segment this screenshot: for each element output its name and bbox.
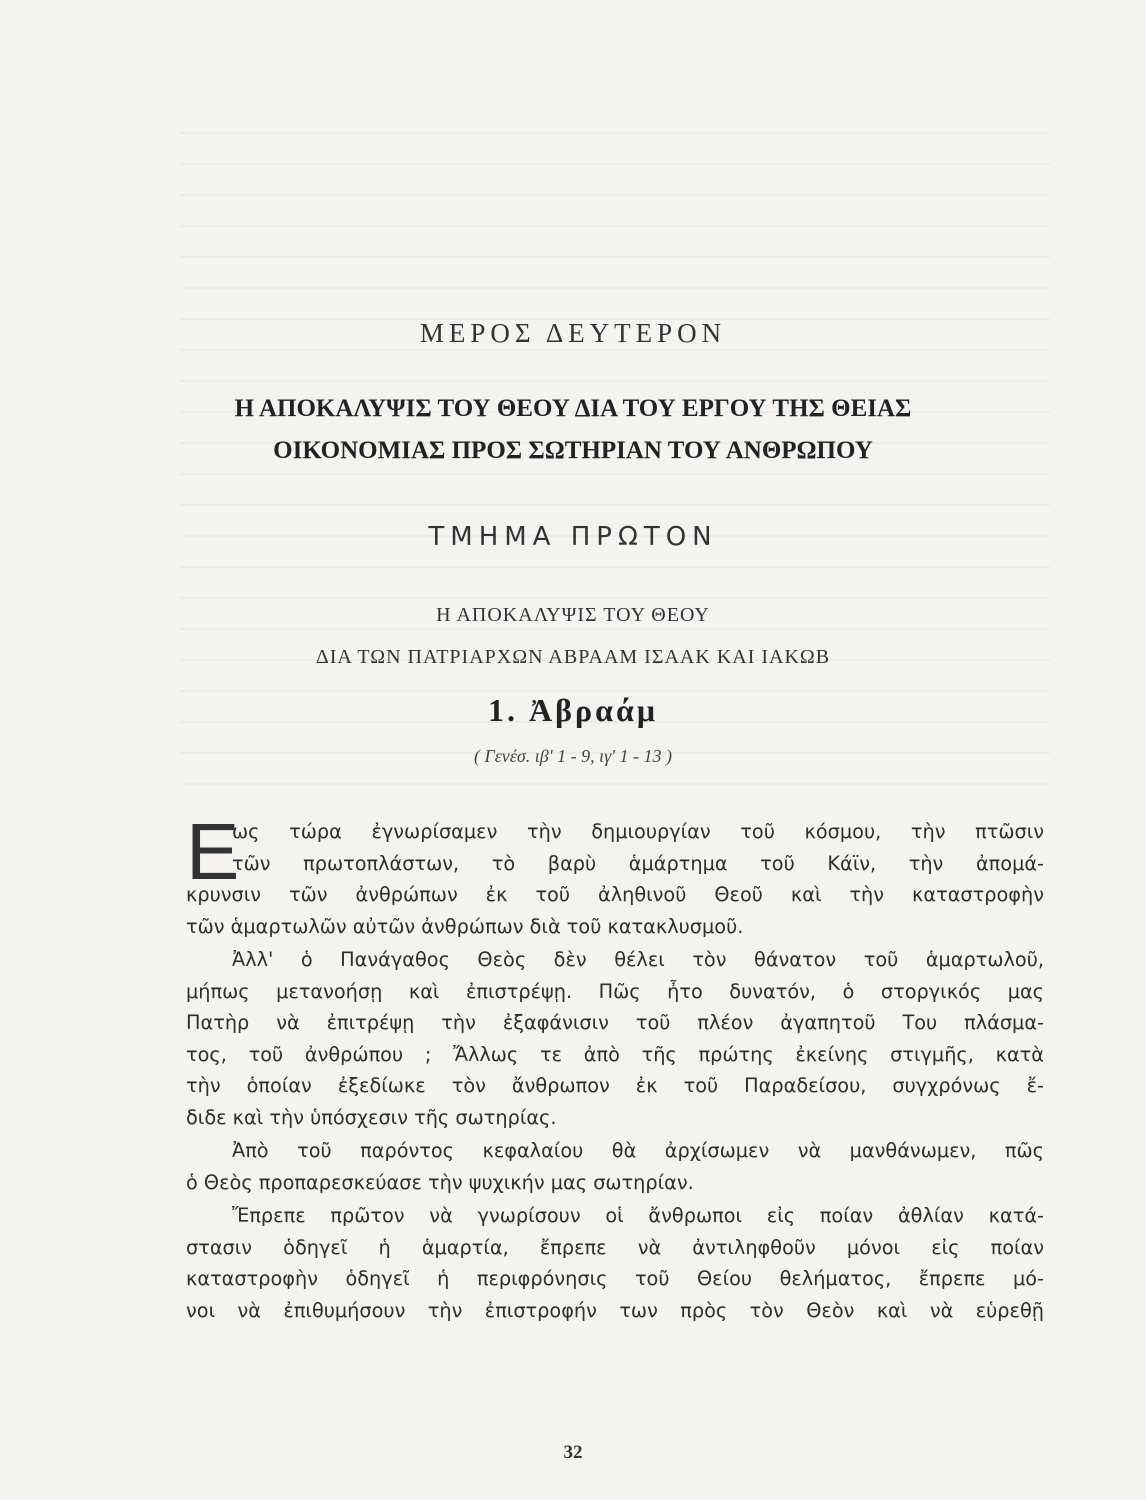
text-line: τῶν πρωτοπλάστων, τὸ βαρὺ ἁμάρτημα τοῦ Κάϊν, τὴν ἀπομά- bbox=[232, 851, 1044, 875]
main-title bbox=[0, 388, 1146, 472]
text-line: τὴν ὁποίαν ἐξεδίωκε τὸν ἄνθρωπον ἐκ τοῦ Παραδείσου, συγχρόνως ἔ- bbox=[186, 1074, 1044, 1097]
text-line: τος, τοῦ ἀνθρώπου ; Ἄλλως τε ἀπὸ τῆς πρώτης ἐκείνης στιγμῆς, κατὰ bbox=[186, 1042, 1044, 1066]
page-number: 32 bbox=[563, 1442, 583, 1463]
text-line: ὁ Θεὸς προπαρεσκεύασε τὴν ψυχικήν μας σωτηρίαν. bbox=[186, 1170, 694, 1194]
text-line: καταστροφὴν ὁδηγεῖ ἡ περιφρόνησις τοῦ Θείου θελήματος, ἔπρεπε μό- bbox=[186, 1267, 1044, 1290]
text-line: Ἀπὸ τοῦ παρόντος κεφαλαίου θὰ ἀρχίσωμεν νὰ μανθάνωμεν, πῶς bbox=[232, 1139, 1044, 1162]
section-title: ΤΜΗΜΑ ΠΡΩΤΟΝ bbox=[428, 522, 718, 552]
sub-title-line-2: ΔΙΑ ΤΩΝ ΠΑΤΡΙΑΡΧΩΝ ΑΒΡΑΑΜ ΙΣΑΑΚ ΚΑΙ ΙΑΚΩΒ bbox=[315, 646, 831, 668]
text-line: Πατὴρ νὰ ἐπιτρέψῃ τὴν ἐξαφάνισιν τοῦ πλέον ἀγαπητοῦ Του πλάσμα- bbox=[186, 1011, 1044, 1034]
main-title-line-1: Η ΑΠΟΚΑΛΥΨΙΣ ΤΟΥ ΘΕΟΥ ΔΙΑ ΤΟΥ ΕΡΓΟΥ ΤΗΣ ΘΕΙΑΣ bbox=[234, 395, 912, 422]
text-line: κρυνσιν τῶν ἀνθρώπων ἐκ τοῦ ἀληθινοῦ Θεοῦ καὶ τὴν καταστροφὴν bbox=[186, 883, 1044, 906]
text-line: ως τώρα ἐγνωρίσαμεν τὴν δημιουργίαν τοῦ κόσμου, τὴν πτῶσιν bbox=[232, 820, 1044, 843]
text-line: Ἔπρεπε πρῶτον νὰ γνωρίσουν οἱ ἄνθρωποι εἰς ποίαν ἀθλίαν κατά- bbox=[232, 1204, 1044, 1227]
sub-title-line-1: Η ΑΠΟΚΑΛΥΨΙΣ ΤΟΥ ΘΕΟΥ bbox=[436, 604, 710, 626]
chapter-title: 1. Ἀβραάμ bbox=[488, 692, 658, 728]
text-line: νοι νὰ ἐπιθυμήσουν τὴν ἐπιστροφήν των πρὸς τὸν Θεὸν καὶ νὰ εὑρεθῇ bbox=[186, 1298, 1044, 1322]
part-title: ΜΕΡΟΣ ΔΕΥΤΕΡΟΝ bbox=[419, 318, 727, 348]
sub-title bbox=[0, 594, 1146, 678]
text-line: διδε καὶ τὴν ὑπόσχεσιν τῆς σωτηρίας. bbox=[186, 1105, 557, 1129]
text-line: τῶν ἁμαρτωλῶν αὐτῶν ἀνθρώπων διὰ τοῦ κατακλυσμοῦ. bbox=[186, 914, 744, 938]
drop-cap: Ε bbox=[186, 807, 240, 896]
body-text bbox=[186, 807, 1044, 1326]
text-line: στασιν ὁδηγεῖ ἡ ἁμαρτία, ἔπρεπε νὰ ἀντιληφθοῦν μόνοι εἰς ποίαν bbox=[186, 1235, 1044, 1259]
text-line: Ἀλλ' ὁ Πανάγαθος Θεὸς δὲν θέλει τὸν θάνατον τοῦ ἁμαρτωλοῦ, bbox=[232, 948, 1044, 971]
main-title-line-2: ΟΙΚΟΝΟΜΙΑΣ ΠΡΟΣ ΣΩΤΗΡΙΑΝ ΤΟΥ ΑΝΘΡΩΠΟΥ bbox=[273, 437, 873, 464]
text-line: μήπως μετανοήσῃ καὶ ἐπιστρέψῃ. Πῶς ἦτο δυνατόν, ὁ στοργικός μας bbox=[186, 979, 1044, 1003]
scripture-reference: ( Γενέσ. ιβ' 1 - 9, ιγ' 1 - 13 ) bbox=[473, 746, 673, 766]
